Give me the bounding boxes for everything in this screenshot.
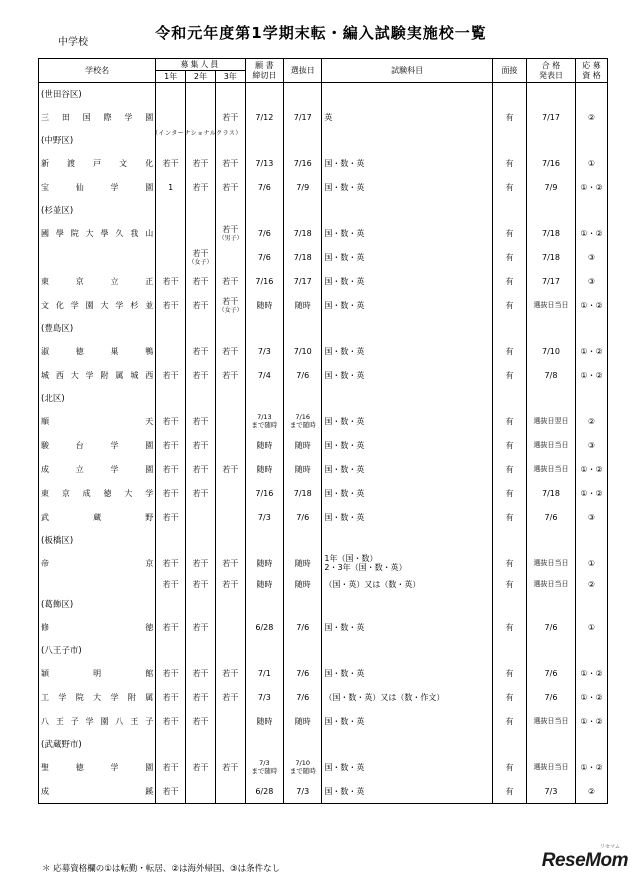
school-name xyxy=(39,575,156,593)
ward-heading: (武蔵野市) xyxy=(39,733,156,755)
footnote: ＊ 応募資格欄の①は転勤・転居、②は海外帰国、③は条件なし xyxy=(42,864,281,874)
table-row: 若干 若干 若干 随時 随時 （国・英）又は（数・英） 有 選抜日当日 ② xyxy=(39,575,608,593)
table-row: 文化学園大学杉並 若干 若干 若干 （女子） 随時 随時 国・数・英 有 選抜日当日 ①・② xyxy=(39,293,608,317)
table-row: 三田国際学園 若干 7/12 7/17 英 有 7/17 ② xyxy=(39,105,608,129)
ward-heading: (世田谷区) xyxy=(39,83,156,106)
table-row: 武蔵野 若干 7/3 7/6 国・数・英 有 7/6 ③ xyxy=(39,505,608,529)
col-grade1-header: 1年 xyxy=(156,71,186,83)
school-name: 國學院大學久我山 xyxy=(39,221,156,245)
table-row: 駿台学園 若干 若干 随時 随時 国・数・英 有 選抜日当日 ③ xyxy=(39,433,608,457)
table-row: 若干 （女子） 7/6 7/18 国・数・英 有 7/18 ③ xyxy=(39,245,608,269)
col-result-header: 合 格 発表日 xyxy=(526,59,575,83)
school-name: 成立学園 xyxy=(39,457,156,481)
ward-heading: (北区) xyxy=(39,387,156,409)
table-row: 聖徳学園 若干 若干 若干 7/3 まで随時 7/10 まで随時 国・数・英 有 選抜日当日 ①・② xyxy=(39,755,608,779)
table-row: 成蹊 若干 6/28 7/3 国・数・英 有 7/3 ② xyxy=(39,779,608,804)
school-name: 東京成徳大学 xyxy=(39,481,156,505)
table-row: 穎明館 若干 若干 若干 7/1 7/6 国・数・英 有 7/6 ①・② xyxy=(39,661,608,685)
table-row: 東京立正 若干 若干 若干 7/16 7/17 国・数・英 有 7/17 ③ xyxy=(39,269,608,293)
international-class-note: （インターナショナルクラス） xyxy=(152,130,242,137)
ward-heading: (中野区) xyxy=(39,129,156,151)
male-note: （男子） xyxy=(218,235,243,242)
school-name: 駿台学園 xyxy=(39,433,156,457)
table-row: 宝仙学園 1 若干 若干 7/6 7/9 国・数・英 有 7/9 ①・② xyxy=(39,175,608,199)
ward-heading: (葛飾区) xyxy=(39,593,156,615)
school-name: 城西大学附属城西 xyxy=(39,363,156,387)
logo-subtext: リセマム xyxy=(600,844,620,850)
school-name: 宝仙学園 xyxy=(39,175,156,199)
col-school-header: 学校名 xyxy=(39,59,156,83)
col-selection-header: 選抜日 xyxy=(284,59,322,83)
table-row: 新渡戸文化 若干 若干 若干 7/13 7/16 国・数・英 有 7/16 ① xyxy=(39,151,608,175)
school-name: 順天 xyxy=(39,409,156,433)
col-qualification-header: 応 募 資 格 xyxy=(575,59,607,83)
ward-heading: (板橋区) xyxy=(39,529,156,551)
school-name: 聖徳学園 xyxy=(39,755,156,779)
resemom-logo: ReseMom xyxy=(541,850,628,871)
table-row: 淑徳巣鴨 若干 若干 7/3 7/10 国・数・英 有 7/10 ①・② xyxy=(39,339,608,363)
school-name: 東京立正 xyxy=(39,269,156,293)
table-row: 東京成徳大学 若干 若干 7/16 7/18 国・数・英 有 7/18 ①・② xyxy=(39,481,608,505)
table-row: 工学院大学附属 若干 若干 若干 7/3 7/6 （国・数・英）又は（数・作文） 有 7/6 ①・② xyxy=(39,685,608,709)
school-name: 武蔵野 xyxy=(39,505,156,529)
female-note: （女子） xyxy=(218,307,243,314)
table-row: 修徳 若干 若干 6/28 7/6 国・数・英 有 7/6 ① xyxy=(39,615,608,639)
school-name: 帝京 xyxy=(39,551,156,575)
table-row: 八王子学園八王子 若干 若干 随時 随時 国・数・英 有 選抜日当日 ①・② xyxy=(39,709,608,733)
school-name: 修徳 xyxy=(39,615,156,639)
school-name: 工学院大学附属 xyxy=(39,685,156,709)
col-deadline-header: 願 書 締切日 xyxy=(245,59,283,83)
ward-heading: (杉並区) xyxy=(39,199,156,221)
transfer-exam-table xyxy=(38,58,608,804)
school-name: 三田国際学園 xyxy=(39,105,156,129)
table-row: 城西大学附属城西 若干 若干 若干 7/4 7/6 国・数・英 有 7/8 ①・② xyxy=(39,363,608,387)
ward-heading: (豊島区) xyxy=(39,317,156,339)
table-row: 順天 若干 若干 7/13 まで随時 7/16 まで随時 国・数・英 有 選抜日翌日 ② xyxy=(39,409,608,433)
col-recruit-header: 募集人員 xyxy=(156,59,245,71)
col-interview-header: 面接 xyxy=(492,59,526,83)
school-name: 成蹊 xyxy=(39,779,156,804)
school-name: 穎明館 xyxy=(39,661,156,685)
table-row: 成立学園 若干 若干 若干 随時 随時 国・数・英 有 選抜日当日 ①・② xyxy=(39,457,608,481)
col-subjects-header: 試験科目 xyxy=(322,59,492,83)
col-grade3-header: 3年 xyxy=(215,71,245,83)
col-grade2-header: 2年 xyxy=(186,71,216,83)
school-name: 八王子学園八王子 xyxy=(39,709,156,733)
school-name: 淑徳巣鴨 xyxy=(39,339,156,363)
school-name: 新渡戸文化 xyxy=(39,151,156,175)
ward-heading: (八王子市) xyxy=(39,639,156,661)
school-name: 文化学園大学杉並 xyxy=(39,293,156,317)
table-row: 國學院大學久我山 若干 （男子） 7/6 7/18 国・数・英 有 7/18 ①・② xyxy=(39,221,608,245)
page-title: 令和元年度第1学期末転・編入試験実施校一覧 xyxy=(155,24,487,42)
table-row: 帝京 若干 若干 若干 随時 随時 1年（国・数） 2・3年（国・数・英） 有 選抜日当日 ① xyxy=(39,551,608,575)
school-name xyxy=(39,245,156,269)
female-note: （女子） xyxy=(188,259,213,266)
school-level-label: 中学校 xyxy=(58,37,88,48)
